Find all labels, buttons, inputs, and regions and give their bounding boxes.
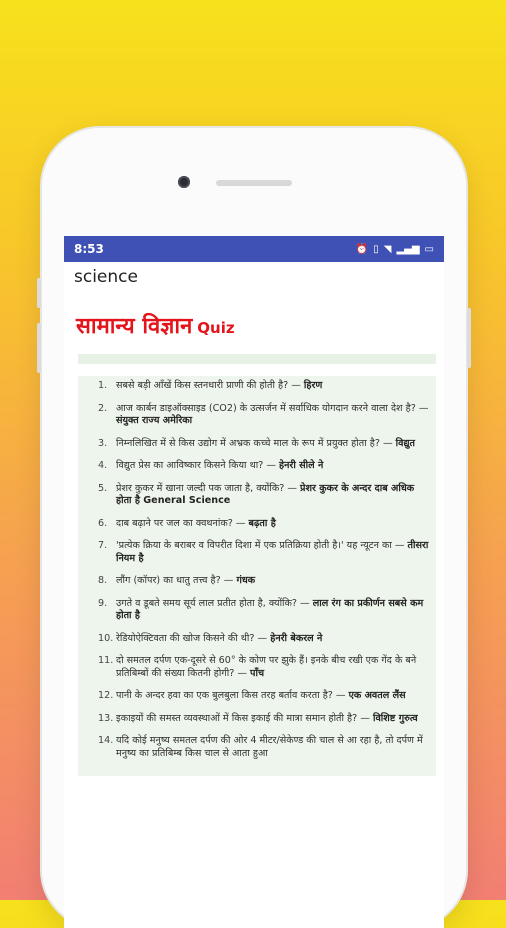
answer: प्रेशर कुकर के अन्दर दाब अधिक होता है General Science bbox=[116, 482, 415, 506]
answer: हेनरी बेकरल ने bbox=[270, 632, 323, 644]
question-list[interactable] bbox=[78, 376, 436, 776]
heading-quiz: Quiz bbox=[197, 319, 235, 337]
front-camera bbox=[178, 176, 190, 188]
content-top-bar bbox=[78, 354, 436, 364]
volume-down-button bbox=[37, 323, 41, 373]
question-item: 2. आज कार्बन डाइऑक्साइड (CO2) के उत्सर्जन में सर्वाधिक योगदान करने वाला देश है? — संयुक्त राज्य अमेरिका bbox=[98, 402, 429, 426]
question-item: 5. प्रेशर कुकर में खाना जल्दी पक जाता है, क्योंकि? — प्रेशर कुकर के अन्दर दाब अधिक होता है General Science bbox=[98, 482, 415, 506]
question-item: 13. इकाइयों की समस्त व्यवस्थाओं में किस इकाई की मात्रा समान होती है? — विशिष्ट गुरुत्व bbox=[98, 712, 418, 724]
status-icons bbox=[356, 244, 434, 255]
app-screen bbox=[64, 236, 444, 928]
question-item: 10. रेडियोऐक्टिवता की खोज किसने की थी? — हेनरी बेकरल ने bbox=[98, 632, 323, 644]
answer: तीसरा नियम है bbox=[116, 540, 429, 564]
battery-icon: ▭ bbox=[424, 243, 434, 255]
app-title: science bbox=[74, 267, 138, 287]
answer: विशिष्ट गुरुत्व bbox=[372, 712, 418, 724]
power-button bbox=[467, 308, 471, 368]
answer: हेनरी सीले ने bbox=[279, 460, 324, 471]
question-item: 8. लौंग (कॉपर) का धातु तत्त्व है? — गंधक bbox=[98, 575, 256, 586]
question-item: 7. 'प्रत्येक क्रिया के बराबर व विपरीत दिशा में एक प्रतिक्रिया होती है।' यह न्यूटन का — तीसरा नियम है bbox=[98, 540, 429, 564]
question-item: 9. उगते व डूबते समय सूर्य लाल प्रतीत होता है, क्योंकि? — लाल रंग का प्रकीर्णन सबसे कम होता है bbox=[98, 597, 424, 621]
answer: लाल रंग का प्रकीर्णन सबसे कम होता है bbox=[116, 597, 424, 621]
status-time: 8:53 bbox=[74, 242, 104, 256]
earpiece-speaker bbox=[216, 180, 292, 186]
volume-up-button bbox=[37, 278, 41, 308]
app-bar bbox=[64, 262, 444, 292]
question-item: 14. यदि कोई मनुष्य समतल दर्पण की ओर 4 मीटर/सेकेण्ड की चाल से आ रहा है, तो दर्पण में मनुष्य का प्रतिबिम्ब किस चाल से आता हुआ bbox=[98, 735, 423, 759]
wifi-icon: ◥ bbox=[383, 243, 392, 255]
question-item: 6. दाब बढ़ाने पर जल का क्वथनांक? — बढ़ता है bbox=[98, 517, 276, 529]
question-item: 12. पानी के अन्दर हवा का एक बुलबुला किस तरह बर्ताव करता है? — एक अवतल लैंस bbox=[98, 690, 406, 701]
alarm-icon: ⏰ bbox=[355, 243, 369, 255]
question-item: 1. सबसे बड़ी आँखें किस स्तनधारी प्राणी की होती है? — हिरण bbox=[98, 380, 323, 391]
question-item: 11. दो समतल दर्पण एक-दूसरे से 60° के कोण पर झुके हैं। इनके बीच रखी एक गेंद के बने प्रतिबिम्बों की संख्या कितनी होगी? — पाँच bbox=[98, 655, 417, 679]
answer: हिरण bbox=[303, 380, 323, 391]
answer: संयुक्त राज्य अमेरिका bbox=[116, 415, 193, 426]
question-item: 4. विद्युत प्रेस का आविष्कार किसने किया था? — हेनरी सीले ने bbox=[98, 460, 324, 471]
signal-icon: ▂▄▆ bbox=[396, 243, 420, 255]
vibrate-icon: ▯ bbox=[373, 243, 379, 255]
answer: बढ़ता है bbox=[248, 517, 276, 529]
answer: विद्युत bbox=[395, 437, 415, 449]
heading-hindi: सामान्य विज्ञान bbox=[76, 314, 193, 339]
answer: गंधक bbox=[236, 575, 256, 586]
status-bar bbox=[64, 236, 444, 262]
answer: पाँच bbox=[250, 667, 265, 679]
question-item: 3. निम्नलिखित में से किस उद्योग में अभ्रक कच्चे माल के रूप में प्रयुक्त होता है? — विद्युत bbox=[98, 437, 415, 449]
phone-frame bbox=[42, 128, 466, 928]
answer: एक अवतल लैंस bbox=[348, 690, 406, 701]
page-title bbox=[64, 292, 444, 340]
